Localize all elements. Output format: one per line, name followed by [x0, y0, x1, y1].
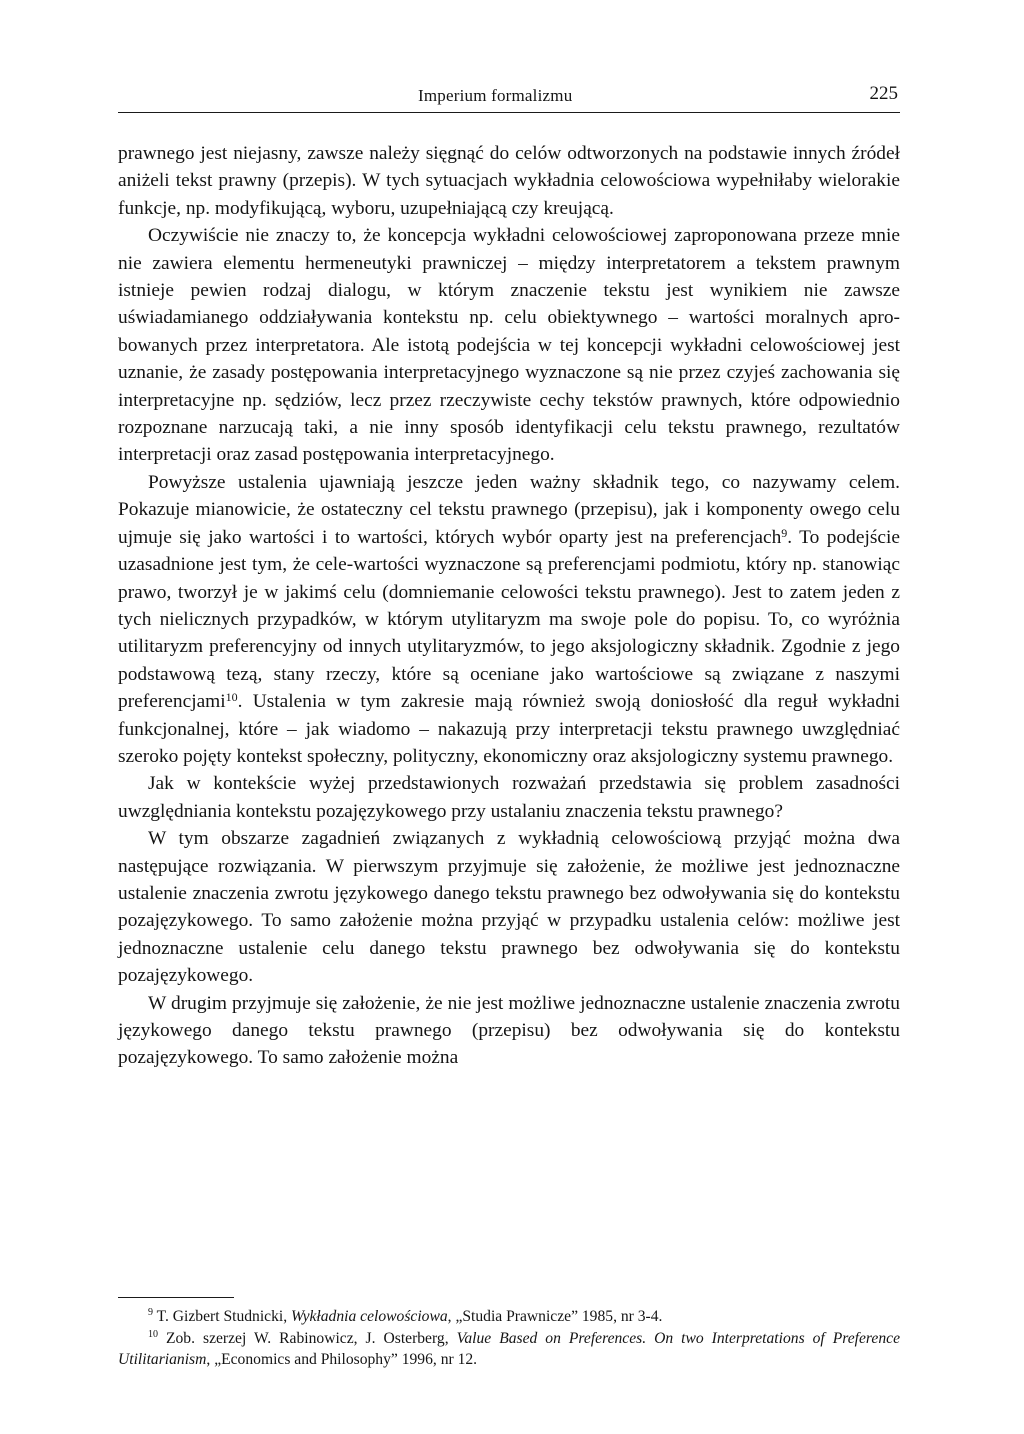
paragraph [118, 825, 900, 989]
paragraph [118, 140, 900, 222]
footnote-ref-10: 10 [225, 690, 238, 705]
paragraph-text: W drugim przyjmuje się założenie, że nie jest możliwe jednoznaczne ustalenie znaczenia zwrotu językowego danego tekstu prawnego (przepisu) bez odwoływania się do kontekstu pozajęzykowego. To samo założenie można [118, 992, 900, 1069]
footnote-title: Wykładnia celowościowa [291, 1308, 448, 1325]
footnote-title: Value Based on Preferences. On two Interpretations of Preference Utilitarianism [118, 1329, 900, 1368]
paragraph-text: Powyższe ustalenia ujawniają jeszcze jeden ważny składnik tego, co nazywamy celem. Pokazuje mianowicie, że ostateczny cel tekstu prawnego (przepisu), jak i komponenty owego celu ujmuje się jako wartości i to wartości, których wybór oparty jest na preferencjach [118, 471, 900, 548]
footnote-ref-9: 9 [781, 525, 788, 540]
paragraph [118, 990, 900, 1072]
footnote-number: 10 [148, 1328, 158, 1340]
page-number: 225 [869, 83, 898, 104]
footnote-9 [118, 1306, 900, 1328]
footnote-text: , „Studia Prawnicze” 1985, nr 3-4. [447, 1308, 663, 1325]
running-header [118, 83, 900, 113]
body-text [118, 140, 900, 1072]
paragraph-text: Oczywiście nie znaczy to, że koncepcja wykładni celowościowej zaproponowana przeze mnie nie zawiera elementu hermeneutyki prawniczej – między interpretatorem a tekstem prawnym istnieje pewien rodzaj dialogu, w którym znaczenie tekstu jest wynikiem nie zawsze uświadamianego oddziaływania kontekstu np. celu obiektywnego – wartości moralnych aprobowanych przez interpretatora. Ale istotą podejścia w tej koncepcji wykładni celowościowej jest uznanie, że zasady postępowania interpretacyjnego wyznaczone są nie przez czyjeś zachowania się interpretacyjne np. sędziów, lecz przez rzeczywiste cechy tekstów prawnych, które odpowiednio rozpoznane narzucają taki, a nie inny sposób identyfikacji celu tekstu prawnego, rezultatów interpretacji oraz zasad postępowania interpretacyjnego. [118, 225, 900, 466]
running-title: Imperium formalizmu [418, 86, 573, 105]
footnote-number: 9 [148, 1307, 153, 1318]
paragraph [118, 770, 900, 825]
paragraph [118, 222, 900, 469]
footnote-text: T. Gizbert Studnicki, [153, 1308, 292, 1325]
paragraph-text: Jak w kontekście wyżej przedstawionych rozważań przedstawia się problem zasadności uwzględniania kontekstu pozajęzykowego przy ustalaniu znaczenia tekstu prawnego? [118, 773, 900, 822]
paragraph-text: . Ustalenia w tym zakresie mają również swoją doniosłość dla reguł wykładni funkcjonalnej, które – jak wiadomo – nakazują przy interpretacji tekstu prawnego uwzględniać szeroko pojęty kontekst społeczny, polityczny, ekonomiczny oraz aksjologiczny systemu prawnego. [118, 691, 900, 767]
footnote-divider [118, 1297, 234, 1298]
footnotes [118, 1306, 900, 1371]
footnote-10 [118, 1328, 900, 1371]
paragraph-text: prawnego jest niejasny, zawsze należy sięgnąć do celów odtworzonych na podstawie innych źródeł aniżeli tekst prawny (przepis). W tych sytuacjach wykładnia celowościowa wypełniłaby wielorakie funkcje, np. modyfikującą, wyboru, uzupełniającą czy kreującą. [118, 143, 900, 219]
footnote-text: Zob. szerzej W. Rabinowicz, J. Osterberg, [158, 1329, 457, 1347]
paragraph-text: . To podejście uzasadnione jest tym, że cele-wartości wyznaczone są preferencjami podmiotu, który np. stanowiąc prawo, tworzył je w jakimś celu (domniemanie celowości tekstu prawnego). Jest to zatem jeden z tych nielicznych przypadków, w którym utylitaryzm ma swoje pole do popisu. To, co wyróżnia utilitaryzm preferencyjny od innych utylitaryzmów, to jego aksjologiczny składnik. Zgodnie z jego podstawową tezą, stany rzeczy, które są oceniane jako wartościowe są związane z naszymi preferencjami [118, 526, 900, 713]
paragraph-text: W tym obszarze zagadnień związanych z wykładnią celowościową przyjąć można dwa następujące rozwiązania. W pierwszym przyjmuje się założenie, że możliwe jest jednoznaczne ustalenie znaczenia zwrotu językowego danego tekstu prawnego bez odwoływania się do kontekstu pozajęzykowego. To samo założenie można przyjąć w przypadku ustalenia celów: możliwe jest jednoznaczne ustalenie celu danego tekstu prawnego bez odwoływania się do kontekstu pozajęzykowego. [118, 828, 900, 987]
paragraph [118, 469, 900, 770]
footnote-text: , „Economics and Philosophy” 1996, nr 12. [206, 1351, 478, 1368]
